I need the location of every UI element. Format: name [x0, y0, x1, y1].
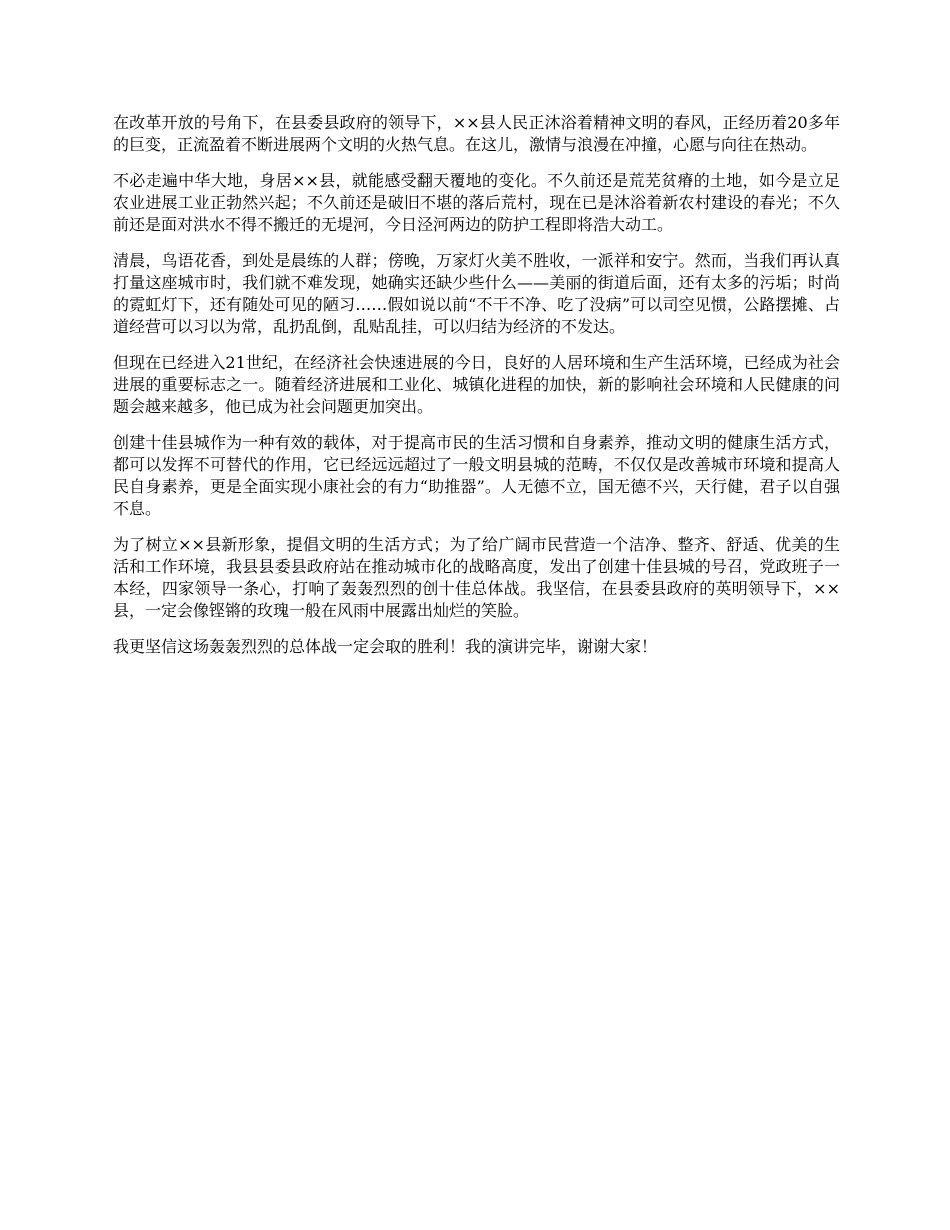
paragraph-5: 创建十佳县城作为一种有效的载体，对于提高市民的生活习惯和自身素养，推动文明的健康生活方式，都可以发挥不可替代的作用，它已经远远超过了一般文明县城的范畴，不仅仅是改善城市环境和提高人民自身素养，更是全面实现小康社会的有力“助推器”。人无德不立，国无德不兴，天行健，君子以自强不息。 [113, 433, 840, 518]
paragraph-6: 为了树立××县新形象，提倡文明的生活方式；为了给广阔市民营造一个洁净、整齐、舒适、优美的生活和工作环境，我县县委县政府站在推动城市化的战略高度，发出了创建十佳县城的号召，党政班子一本经，四家领导一条心，打响了轰轰烈烈的创十佳总体战。我坚信，在县委县政府的英明领导下，××县，一定会像铿锵的玫瑰一般在风雨中展露出灿烂的笑脸。 [113, 535, 840, 620]
paragraph-3: 清晨，鸟语花香，到处是晨练的人群；傍晚，万家灯火美不胜收，一派祥和安宁。然而，当我们再认真打量这座城市时，我们就不难发现，她确实还缺少些什么——美丽的街道后面，还有太多的污垢；时尚的霓虹灯下，还有随处可见的陋习……假如说以前“不干不净、吃了没病”可以司空见惯，公路摆摊、占道经营可以习以为常，乱扔乱倒，乱贴乱挂，可以归结为经济的不发达。 [113, 251, 840, 336]
document-body [113, 112, 840, 672]
paragraph-4: 但现在已经进入21世纪，在经济社会快速进展的今日，良好的人居环境和生产生活环境，已经成为社会进展的重要标志之一。随着经济进展和工业化、城镇化进程的加快，新的影响社会环境和人民健康的问题会越来越多，他已成为社会问题更加突出。 [113, 353, 840, 416]
paragraph-7: 我更坚信这场轰轰烈烈的总体战一定会取的胜利！我的演讲完毕，谢谢大家！ [113, 637, 658, 656]
paragraph-2: 不必走遍中华大地，身居××县，就能感受翻天覆地的变化。不久前还是荒芜贫瘠的土地，如今是立足农业进展工业正勃然兴起；不久前还是破旧不堪的落后荒村，现在已是沐浴着新农村建设的春光；不久前还是面对洪水不得不搬迁的无堤河，今日泾河两边的防护工程即将浩大动工。 [113, 171, 840, 234]
paragraph-1: 在改革开放的号角下，在县委县政府的领导下，××县人民正沐浴着精神文明的春风，正经历着20多年的巨变，正流盈着不断进展两个文明的火热气息。在这儿，激情与浪漫在冲撞，心愿与向往在热动。 [113, 113, 840, 154]
